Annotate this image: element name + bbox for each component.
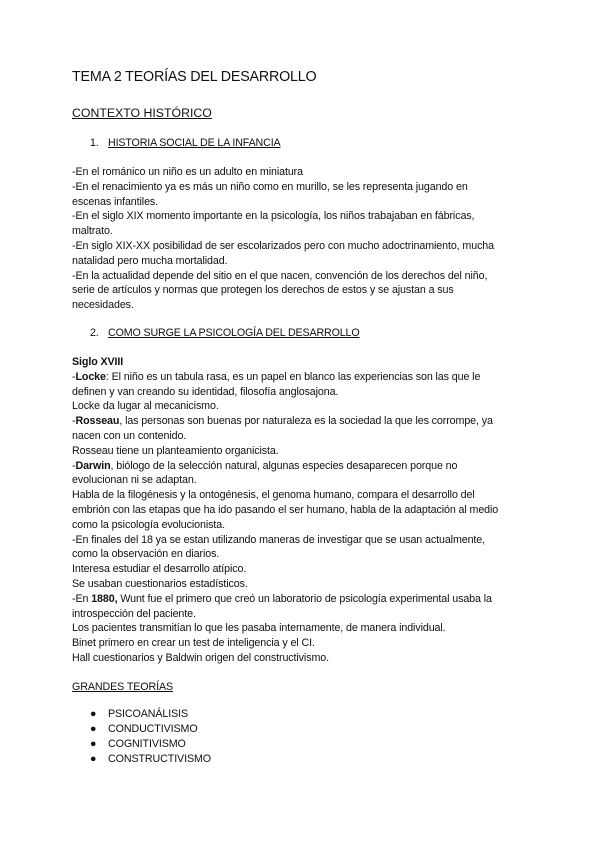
list-item bbox=[90, 737, 211, 752]
list-item bbox=[90, 752, 211, 767]
grandes-teorias-heading: GRANDES TEORÍAS bbox=[72, 681, 174, 693]
section-1-body bbox=[72, 165, 532, 313]
text-line: Binet primero en crear un test de inteligencia y el CI. bbox=[72, 637, 315, 650]
text-line: nacen con un contenido. bbox=[72, 429, 187, 442]
text-line: serie de artículos y normas que protegen los derechos de estos y se ajustan a sus bbox=[72, 284, 454, 297]
text-line-rousseau bbox=[72, 414, 532, 429]
text-line: -En el románico un niño es un adulto en miniatura bbox=[72, 166, 303, 178]
darwin-name: Darwin bbox=[75, 459, 111, 472]
section-2-body bbox=[72, 355, 532, 666]
list-item-label: COGNITIVISMO bbox=[108, 738, 186, 750]
list-item-label: CONSTRUCTIVISMO bbox=[108, 753, 212, 765]
text-line: -En la actualidad depende del sitio en el que nacen, convención de los derechos del niño, bbox=[72, 269, 488, 282]
text-line: escenas infantiles. bbox=[72, 195, 159, 208]
bullet-icon: ● bbox=[90, 738, 97, 750]
theories-list bbox=[90, 707, 211, 767]
text-line: Interesa estudiar el desarrollo atípico. bbox=[72, 563, 247, 576]
section-2-number: 2. bbox=[90, 327, 99, 339]
text-line: Locke da lugar al mecanicismo. bbox=[72, 400, 219, 413]
text-line: -En finales del 18 ya se estan utilizando maneras de investigar que se usan actualmente, bbox=[72, 533, 486, 546]
dash: - bbox=[72, 459, 76, 472]
text-line: evolucionan ni se adaptan. bbox=[72, 474, 197, 487]
list-item-label: PSICOANÁLISIS bbox=[108, 708, 189, 720]
wundt-text: Wunt fue el primero que creó un laboratorio de psicología experimental usaba la bbox=[117, 592, 492, 605]
siglo-heading bbox=[72, 355, 532, 370]
text-line: -En siglo XIX-XX posibilidad de ser escolarizados pero con mucho adoctrinamiento, mucha bbox=[72, 239, 494, 252]
list-item bbox=[90, 707, 211, 722]
dash: - bbox=[72, 415, 76, 428]
locke-name: Locke bbox=[75, 370, 106, 383]
section-2-title: COMO SURGE LA PSICOLOGÍA DEL DESARROLLO bbox=[108, 327, 360, 339]
text-line: como la observación en diarios. bbox=[72, 548, 220, 561]
page-title: TEMA 2 TEORÍAS DEL DESARROLLO bbox=[72, 69, 317, 85]
list-item-label: CONDUCTIVISMO bbox=[108, 723, 198, 735]
bullet-icon: ● bbox=[90, 708, 97, 720]
list-item bbox=[90, 722, 211, 737]
year-prefix: -En bbox=[72, 592, 92, 605]
context-heading: CONTEXTO HISTÓRICO bbox=[72, 106, 212, 120]
rousseau-name: Rosseau bbox=[75, 415, 120, 428]
section-1-title: HISTORIA SOCIAL DE LA INFANCIA bbox=[108, 137, 281, 149]
section-1-heading bbox=[90, 137, 281, 149]
text-line: definen y van creando su identidad, filosofía anglosajona. bbox=[72, 385, 339, 398]
text-line: -En el renacimiento ya es más un niño como en murillo, se les representa jugando en bbox=[72, 180, 468, 193]
siglo-label: Siglo XVIII bbox=[72, 356, 124, 368]
text-line: -En el siglo XIX momento importante en la psicología, los niños trabajaban en fábricas, bbox=[72, 210, 475, 223]
bullet-icon: ● bbox=[90, 753, 97, 765]
section-2-heading bbox=[90, 327, 360, 339]
bullet-icon: ● bbox=[90, 723, 97, 735]
text-line: maltrato. bbox=[72, 225, 113, 238]
text-line: Hall cuestionarios y Baldwin origen del constructivismo. bbox=[72, 651, 329, 664]
text-line-locke bbox=[72, 370, 532, 385]
text-line: Se usaban cuestionarios estadísticos. bbox=[72, 577, 248, 590]
rousseau-text: , las personas son buenas por naturaleza es la sociedad la que les corrompe, ya bbox=[119, 415, 493, 428]
text-line: Los pacientes transmitían lo que les pasaba internamente, de manera individual. bbox=[72, 622, 446, 635]
text-line: Rosseau tiene un planteamiento organicista. bbox=[72, 444, 279, 457]
text-line: como la psicología evolucionista. bbox=[72, 518, 225, 531]
darwin-text: , biólogo de la selección natural, algunas especies desaparecen porque no bbox=[110, 459, 458, 472]
text-line: Habla de la filogénesis y la ontogénesis, el genoma humano, compara el desarrollo del bbox=[72, 489, 475, 502]
year-1880: 1880, bbox=[91, 592, 118, 605]
text-line-darwin bbox=[72, 459, 532, 474]
text-line: natalidad pero mucha mortalidad. bbox=[72, 254, 228, 267]
dash: - bbox=[72, 370, 76, 383]
text-line-1880 bbox=[72, 592, 532, 607]
locke-text: : El niño es un tabula rasa, es un papel en blanco las experiencias son las que le bbox=[105, 370, 481, 383]
text-line: introspección del paciente. bbox=[72, 607, 196, 620]
section-1-number: 1. bbox=[90, 137, 99, 149]
text-line: embrión con las etapas que ha ido pasando el ser humano, habla de la adaptación al medio bbox=[72, 503, 499, 516]
text-line: necesidades. bbox=[72, 299, 134, 312]
